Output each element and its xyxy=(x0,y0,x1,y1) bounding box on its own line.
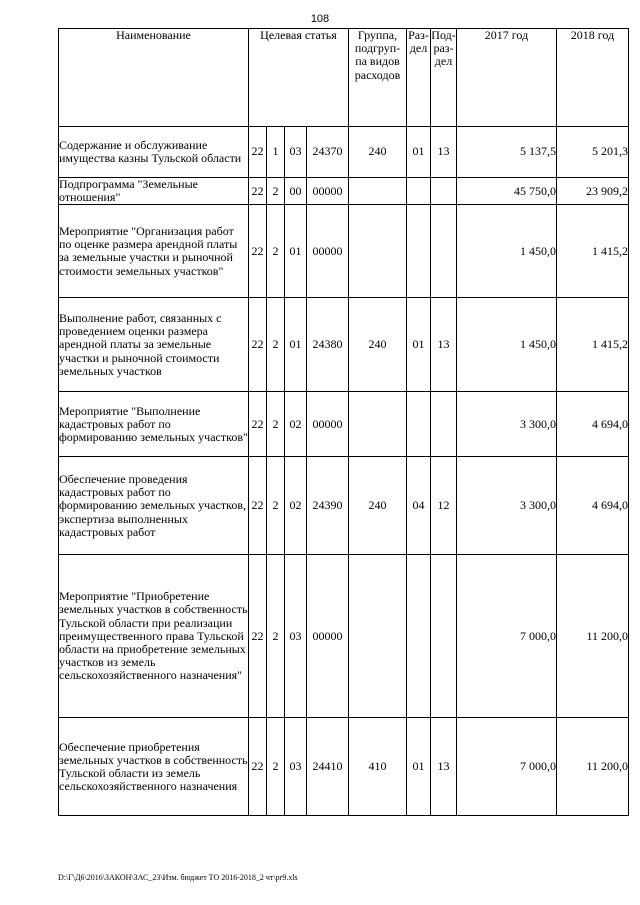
table-row xyxy=(59,457,629,555)
expense-group: 410 xyxy=(349,718,407,816)
target-article-part-2: 2 xyxy=(267,298,285,392)
budget-table xyxy=(58,28,629,816)
target-article-part-1: 22 xyxy=(249,298,267,392)
amount-2017: 7 000,0 xyxy=(457,718,557,816)
expense-group xyxy=(349,392,407,457)
expense-group xyxy=(349,205,407,298)
table-row xyxy=(59,718,629,816)
amount-2018: 4 694,0 xyxy=(557,457,629,555)
target-article-part-1: 22 xyxy=(249,205,267,298)
row-name: Обеспечение проведения кадастровых работ по формированию земельных участков, экспертиза выполненных кадастровых работ xyxy=(59,457,249,555)
table-row xyxy=(59,178,629,205)
amount-2018: 23 909,2 xyxy=(557,178,629,205)
amount-2017: 7 000,0 xyxy=(457,555,557,718)
amount-2018: 1 415,2 xyxy=(557,298,629,392)
amount-2018: 5 201,3 xyxy=(557,127,629,178)
target-article-part-4: 00000 xyxy=(307,392,349,457)
section: 01 xyxy=(407,127,431,178)
section xyxy=(407,205,431,298)
target-article-part-2: 2 xyxy=(267,392,285,457)
target-article-part-1: 22 xyxy=(249,457,267,555)
amount-2017: 5 137,5 xyxy=(457,127,557,178)
row-name: Мероприятие "Приобретение земельных участков в собственность Тульской области при реализации преимущественного права Тульской области на приобретение земельных участков из земель сельскохозяйственного назначения" xyxy=(59,555,249,718)
amount-2017: 45 750,0 xyxy=(457,178,557,205)
page-number: 108 xyxy=(310,13,330,25)
header-subsection: Под-раз-дел xyxy=(431,29,457,127)
target-article-part-3: 03 xyxy=(285,555,307,718)
section: 04 xyxy=(407,457,431,555)
target-article-part-4: 24370 xyxy=(307,127,349,178)
amount-2017: 3 300,0 xyxy=(457,392,557,457)
header-expense-group: Группа, подгруп-па видов расходов xyxy=(349,29,407,127)
target-article-part-1: 22 xyxy=(249,392,267,457)
target-article-part-4: 24390 xyxy=(307,457,349,555)
table-row xyxy=(59,392,629,457)
target-article-part-1: 22 xyxy=(249,178,267,205)
header-section: Раз-дел xyxy=(407,29,431,127)
row-name: Выполнение работ, связанных с проведением оценки размера арендной платы за земельные участки и рыночной стоимости земельных участков xyxy=(59,298,249,392)
row-name: Подпрограмма "Земельные отношения" xyxy=(59,178,249,205)
target-article-part-2: 2 xyxy=(267,205,285,298)
target-article-part-3: 01 xyxy=(285,298,307,392)
expense-group: 240 xyxy=(349,127,407,178)
target-article-part-4: 00000 xyxy=(307,205,349,298)
row-name: Мероприятие "Организация работ по оценке размера арендной платы за земельные участки и рыночной стоимости земельных участков" xyxy=(59,205,249,298)
amount-2018: 4 694,0 xyxy=(557,392,629,457)
target-article-part-2: 2 xyxy=(267,718,285,816)
subsection: 13 xyxy=(431,718,457,816)
subsection xyxy=(431,178,457,205)
file-path-footer: D:\Г\Д6\2016\ЗАКОН\ЗАС_23\Изм. бюджет ТО 2016-2018_2 чт\pr9.xls xyxy=(58,873,298,882)
amount-2017: 1 450,0 xyxy=(457,298,557,392)
subsection: 13 xyxy=(431,127,457,178)
target-article-part-4: 00000 xyxy=(307,555,349,718)
header-year-2018: 2018 год xyxy=(557,29,629,127)
table-row xyxy=(59,127,629,178)
subsection: 12 xyxy=(431,457,457,555)
section xyxy=(407,392,431,457)
target-article-part-3: 02 xyxy=(285,457,307,555)
target-article-part-1: 22 xyxy=(249,718,267,816)
header-target-article: Целевая статья xyxy=(249,29,349,127)
section xyxy=(407,178,431,205)
target-article-part-2: 1 xyxy=(267,127,285,178)
section: 01 xyxy=(407,298,431,392)
target-article-part-4: 24410 xyxy=(307,718,349,816)
header-name: Наименование xyxy=(59,29,249,127)
amount-2018: 11 200,0 xyxy=(557,555,629,718)
row-name: Мероприятие "Выполнение кадастровых работ по формированию земельных участков" xyxy=(59,392,249,457)
expense-group: 240 xyxy=(349,298,407,392)
row-name: Содержание и обслуживание имущества казны Тульской области xyxy=(59,127,249,178)
target-article-part-4: 00000 xyxy=(307,178,349,205)
target-article-part-2: 2 xyxy=(267,178,285,205)
header-year-2017: 2017 год xyxy=(457,29,557,127)
target-article-part-2: 2 xyxy=(267,457,285,555)
table-row xyxy=(59,555,629,718)
section: 01 xyxy=(407,718,431,816)
subsection: 13 xyxy=(431,298,457,392)
amount-2018: 1 415,2 xyxy=(557,205,629,298)
expense-group xyxy=(349,555,407,718)
table-row xyxy=(59,205,629,298)
subsection xyxy=(431,205,457,298)
target-article-part-3: 03 xyxy=(285,718,307,816)
expense-group xyxy=(349,178,407,205)
expense-group: 240 xyxy=(349,457,407,555)
target-article-part-3: 01 xyxy=(285,205,307,298)
amount-2017: 3 300,0 xyxy=(457,457,557,555)
subsection xyxy=(431,555,457,718)
target-article-part-1: 22 xyxy=(249,127,267,178)
amount-2017: 1 450,0 xyxy=(457,205,557,298)
table-row xyxy=(59,298,629,392)
target-article-part-4: 24380 xyxy=(307,298,349,392)
amount-2018: 11 200,0 xyxy=(557,718,629,816)
target-article-part-2: 2 xyxy=(267,555,285,718)
row-name: Обеспечение приобретения земельных участков в собственность Тульской области из земель сельскохозяйственного назначения xyxy=(59,718,249,816)
table-header-row xyxy=(59,29,629,127)
subsection xyxy=(431,392,457,457)
target-article-part-3: 02 xyxy=(285,392,307,457)
target-article-part-3: 03 xyxy=(285,127,307,178)
target-article-part-3: 00 xyxy=(285,178,307,205)
section xyxy=(407,555,431,718)
target-article-part-1: 22 xyxy=(249,555,267,718)
